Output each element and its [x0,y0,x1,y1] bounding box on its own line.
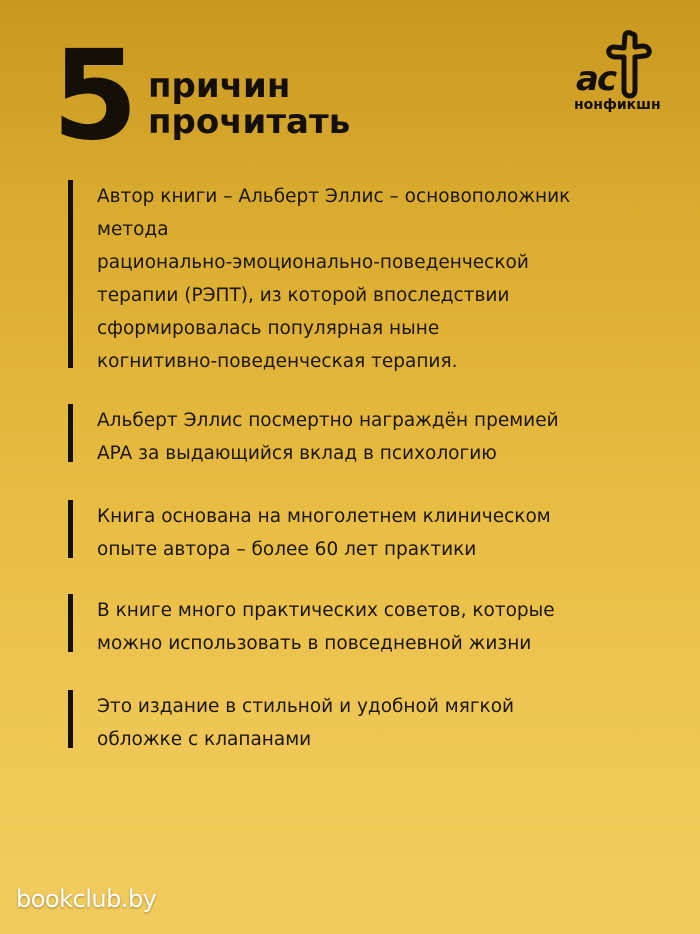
publisher-logo [570,28,680,118]
site-watermark: bookclub.by [16,885,157,913]
reason-bar [68,690,73,748]
reason-bar [68,500,73,558]
reasons-count: 5 [52,24,137,168]
headline [148,68,350,140]
reason-bar [68,404,73,462]
headline-line-1: причин [148,66,291,106]
reason-text: Это издание в стильной и удобной мягкой обложке с клапанами [97,696,515,750]
reason-text: Альберт Эллис посмертно награждён премией APA за выдающийся вклад в психологию [97,410,559,464]
reason-text: Книга основана на многолетнем клиническом опыте автора – более 60 лет практики [97,506,551,560]
reason-bar [68,180,73,368]
reason-text: Автор книги – Альберт Эллис – основоположник метода рационально-эмоционально-поведенческой терапии (РЭПТ), из которой впоследствии сформировалась популярная ныне когнитивно-поведенческая терапия. [97,186,571,372]
logo-subtitle: нонфикшн [574,97,661,113]
reason-bar [68,594,73,652]
logo-mark: ас [576,59,616,99]
reason-text: В книге много практических советов, которые можно использовать в повседневной жизни [97,600,555,654]
headline-line-2: прочитать [148,102,351,142]
